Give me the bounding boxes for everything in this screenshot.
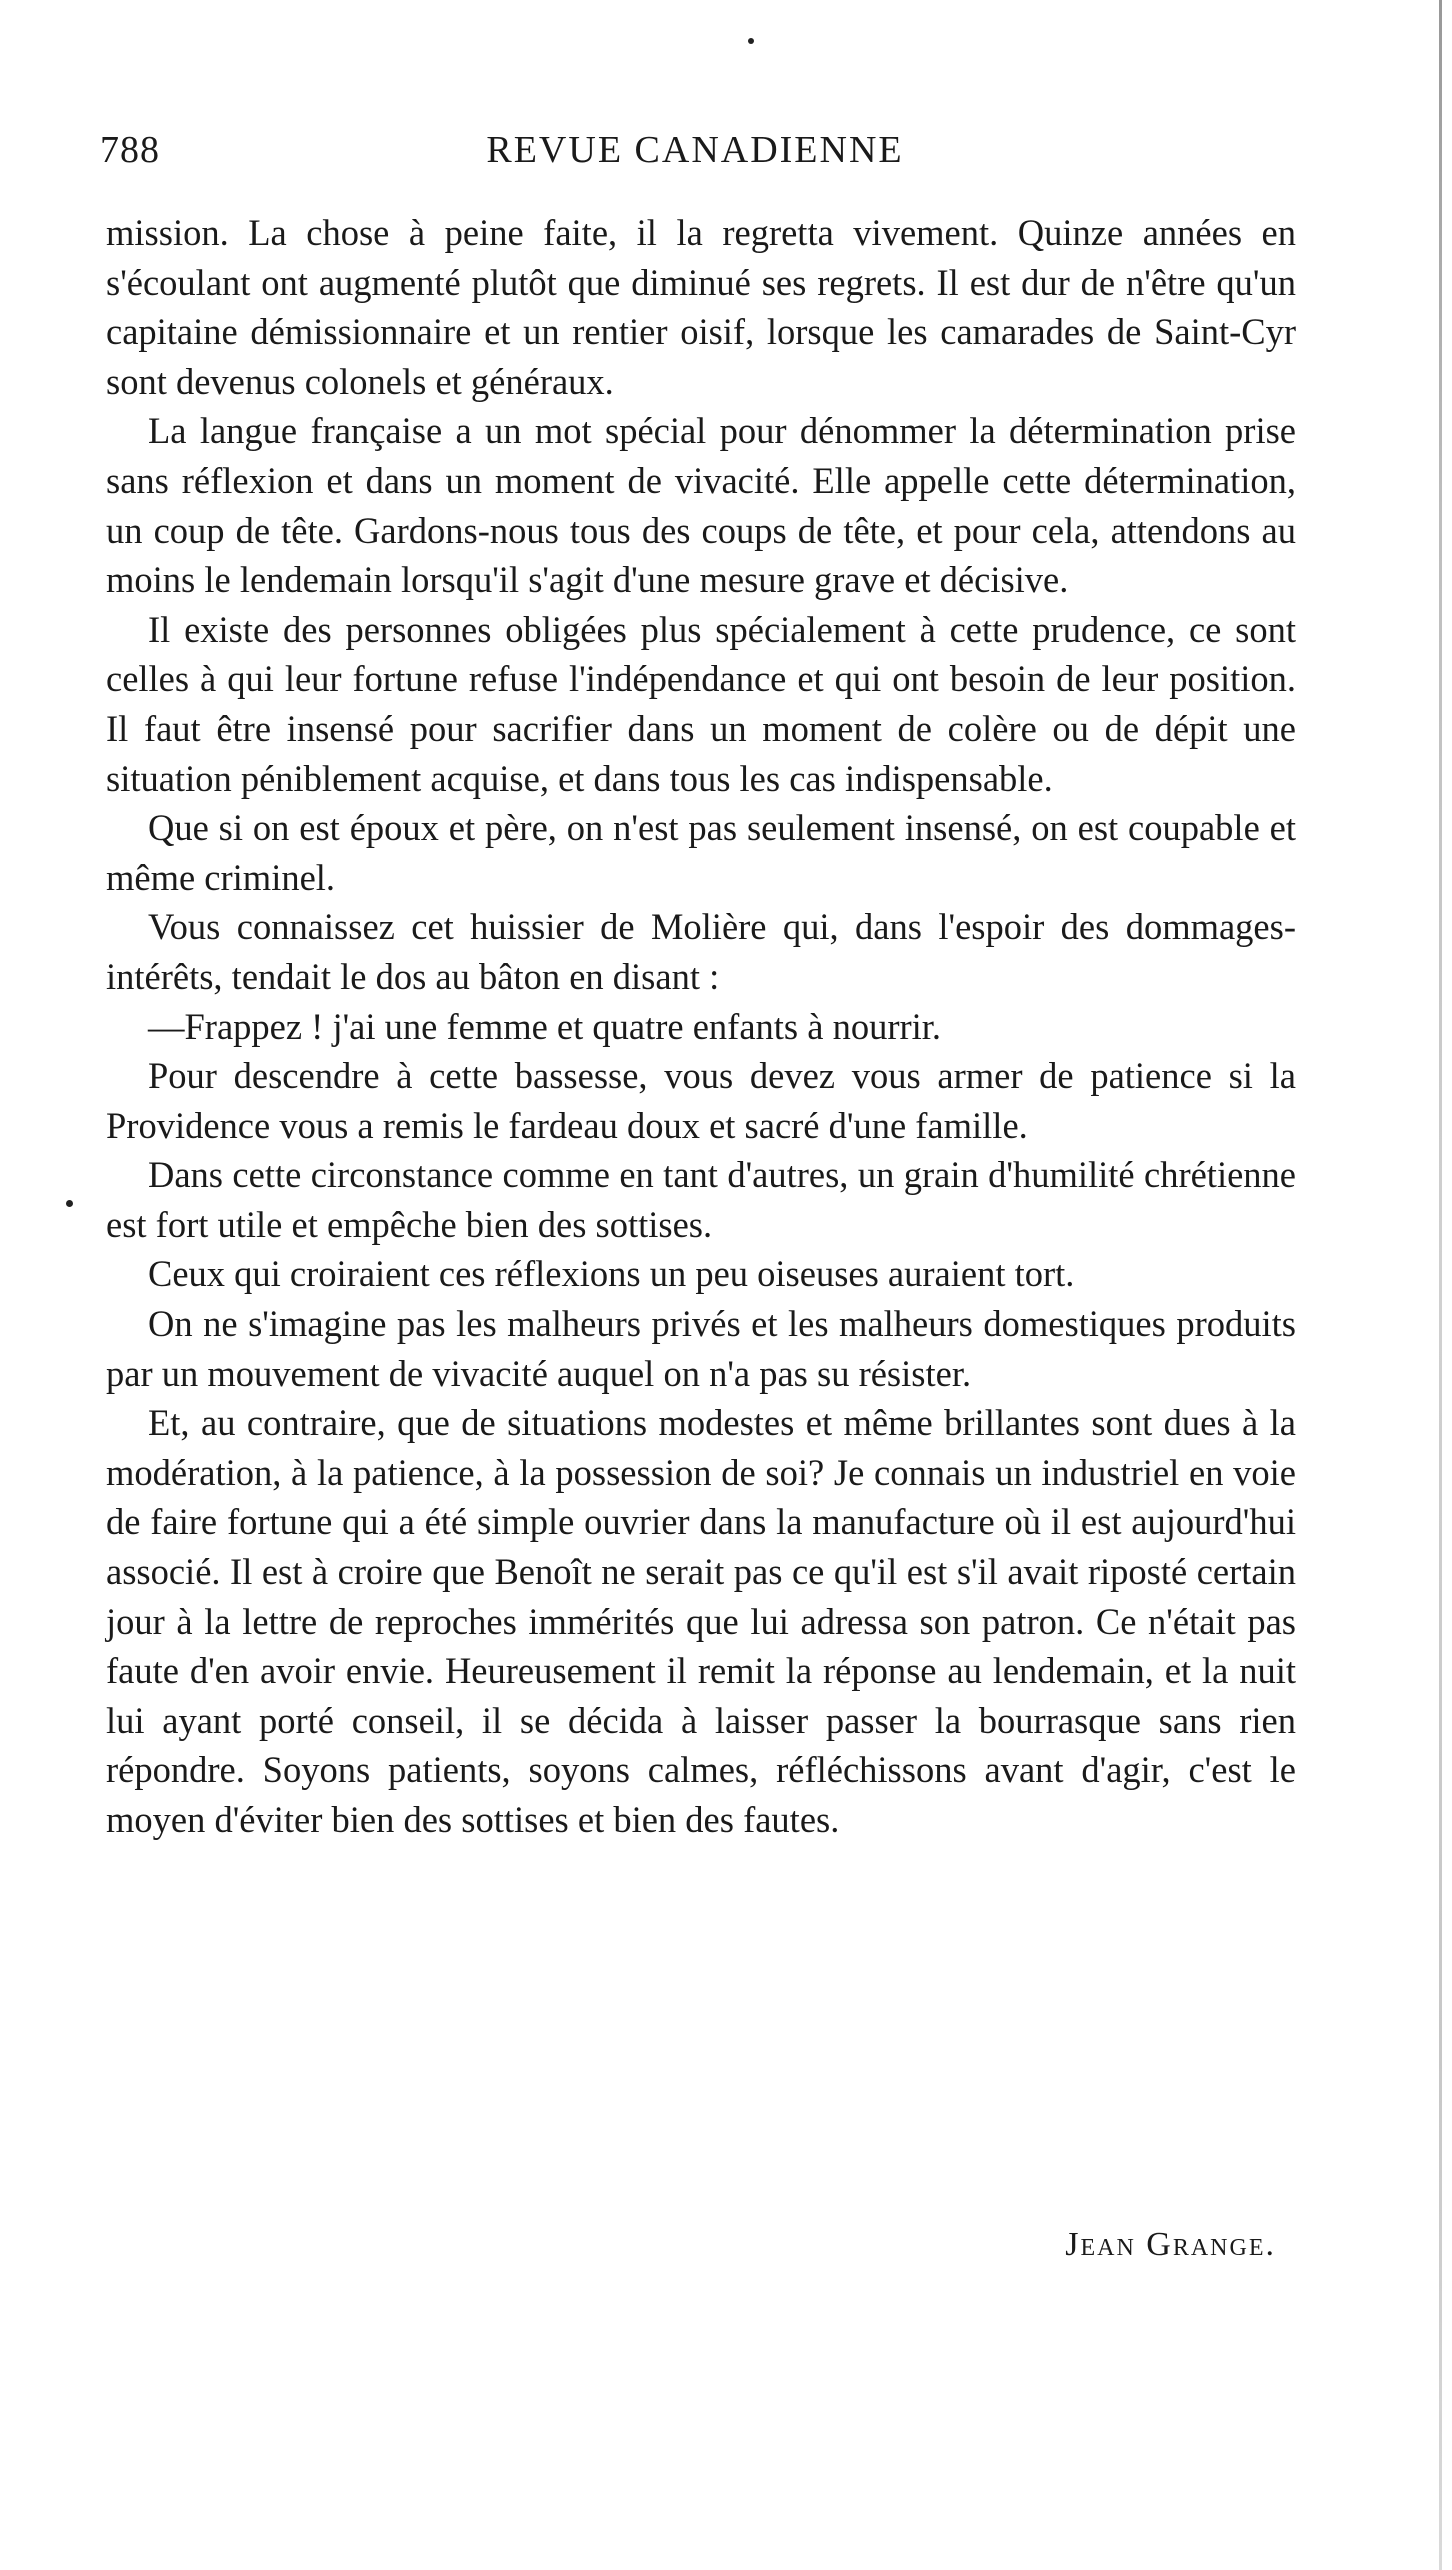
paragraph: mission. La chose à peine faite, il la regretta vivement. Quinze années en s'écoulant ont augmenté plutôt que diminué ses regrets. Il est dur de n'être qu'un capitaine démissionnaire et un rentier oisif, lorsque les camarades de Saint-Cyr sont devenus colonels et généraux. bbox=[106, 212, 1296, 402]
paragraph: On ne s'imagine pas les malheurs privés et les malheurs domestiques produits par un mouvement de vivacité auquel on n'a pas su résister. bbox=[106, 1303, 1296, 1394]
paragraph: Pour descendre à cette bassesse, vous devez vous armer de patience si la Providence vous a remis le fardeau doux et sacré d'une famille. bbox=[106, 1055, 1296, 1146]
page-number: 788 bbox=[100, 129, 160, 171]
paragraph: Dans cette circonstance comme en tant d'autres, un grain d'humilité chrétienne est fort utile et empêche bien des sottises. bbox=[106, 1154, 1296, 1245]
running-title: REVUE CANADIENNE bbox=[486, 129, 904, 171]
margin-bullet bbox=[66, 1200, 73, 1207]
author-signature: Jean Grange. bbox=[1065, 2226, 1276, 2263]
article-body bbox=[106, 208, 1296, 1845]
paragraph: Il existe des personnes obligées plus spécialement à cette prudence, ce sont celles à qui leur fortune refuse l'indépendance et qui ont besoin de leur position. Il faut être insensé pour sacrifier dans un moment de colère ou de dépit une situation péniblement acquise, et dans tous les cas indispensable. bbox=[106, 608, 1296, 799]
speck-top bbox=[748, 38, 754, 44]
page-header bbox=[100, 128, 1290, 188]
paragraph: Que si on est époux et père, on n'est pas seulement insensé, on est coupable et même criminel. bbox=[106, 807, 1296, 898]
paragraph: La langue française a un mot spécial pour dénommer la détermination prise sans réflexion et dans un moment de vivacité. Elle appelle cette détermination, un coup de tête. Gardons-nous tous des coups de tête, et pour cela, attendons au moins le lendemain lorsqu'il s'agit d'une mesure grave et décisive. bbox=[106, 410, 1296, 601]
paragraph: Ceux qui croiraient ces réflexions un peu oiseuses auraient tort. bbox=[148, 1253, 1075, 1295]
page-edge-shadow bbox=[1439, 0, 1442, 2570]
paragraph: —Frappez ! j'ai une femme et quatre enfants à nourrir. bbox=[148, 1005, 942, 1047]
paragraph: Vous connaissez cet huissier de Molière qui, dans l'espoir des dommages-intérêts, tendait le dos au bâton en disant : bbox=[106, 906, 1296, 997]
paragraph: Et, au contraire, que de situations modestes et même brillantes sont dues à la modération, à la patience, à la possession de soi? Je connais un industriel en voie de faire fortune qui a été simple ouvrier dans la manufacture où il est aujourd'hui associé. Il est à croire que Benoît ne serait pas ce qu'il est s'il avait riposté certain jour à la lettre de reproches immérités que lui adressa son patron. Ce n'était pas faute d'en avoir envie. Heureusement il remit la réponse au lendemain, et la nuit lui ayant porté conseil, il se décida à laisser passer la bourrasque sans rien répondre. Soyons patients, soyons calmes, réfléchissons avant d'agir, c'est le moyen d'éviter bien des sottises et bien des fautes. bbox=[106, 1402, 1296, 1840]
